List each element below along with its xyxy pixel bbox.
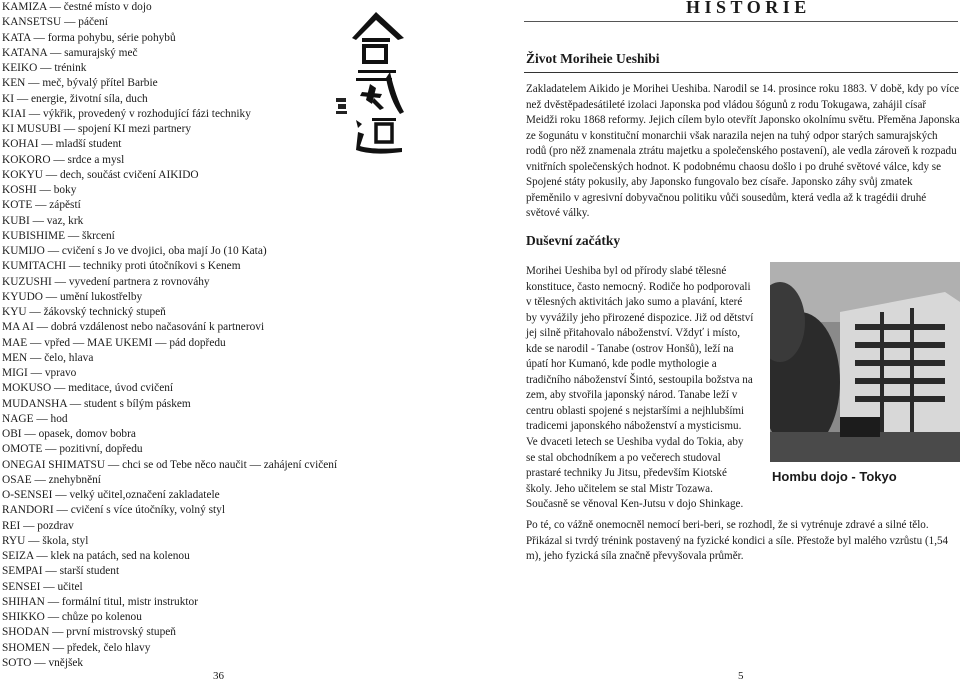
glossary-definition: první mistrovský stupeň: [66, 626, 176, 639]
glossary-term: SHODAN: [2, 626, 50, 639]
glossary-item: KOTE — zápěstí: [2, 199, 81, 212]
glossary-item: KAMIZA — čestné místo v dojo: [2, 1, 152, 13]
glossary-item: MA AI — dobrá vzdálenost nebo načasování k partnerovi: [2, 321, 265, 334]
glossary-definition: boky: [53, 184, 77, 196]
glossary-item: MEN — čelo, hlava: [2, 351, 94, 364]
glossary-term: KYU: [2, 306, 27, 318]
glossary-term: O-SENSEI: [2, 489, 53, 501]
glossary-term: KYUDO: [2, 290, 43, 303]
page-number-left: 36: [213, 670, 224, 682]
glossary-item: REI — pozdrav: [2, 519, 74, 532]
glossary-term: KOKYU: [2, 168, 43, 181]
glossary-item: KOSHI — boky: [2, 184, 77, 196]
glossary-definition: cvičení s více útočníky, volný styl: [70, 504, 225, 517]
glossary-term: KANSETSU: [2, 16, 62, 29]
glossary-definition: trénink: [54, 62, 87, 74]
glossary-definition: zápěstí: [49, 199, 81, 212]
glossary-term: SENSEI: [2, 580, 41, 593]
glossary-term: KOKORO: [2, 153, 51, 166]
glossary-term: OMOTE: [2, 443, 43, 456]
glossary-definition: vnějšek: [48, 656, 84, 669]
glossary-item: OSAE — znehybnění: [2, 473, 101, 486]
glossary-item: KI — energie, životní síla, duch: [2, 92, 148, 105]
glossary-item: SENSEI — učitel: [2, 580, 83, 593]
glossary-term: KUMITACHI: [2, 260, 66, 273]
glossary-definition: žákovský technický stupeň: [43, 306, 166, 318]
glossary-item: KUBI — vaz, krk: [2, 214, 84, 227]
paragraph-mind-2: Po té, co vážně onemocněl nemocí beri-beri, se rozhodl, že si vytrénuje zdravé a silné tělo. Přikázal si tvrdý trénink postavený na fyzické kondici a síle. Přestože byl malého vzrůstu (1,54 m), jeho fyzická síla značně převyšovala průměr.: [526, 519, 949, 563]
glossary-item: O-SENSEI — velký učitel,označení zakladatele: [2, 489, 220, 501]
glossary-item: KOKYU — dech, součást cvičení AIKIDO: [2, 168, 199, 181]
glossary-definition: cvičení s Jo ve dvojici, oba mají Jo (10 Kata): [61, 245, 267, 257]
glossary-term: SHOMEN: [2, 641, 50, 654]
glossary-definition: meč, bývalý přítel Barbie: [42, 77, 158, 90]
glossary-item: KUBISHIME — škrcení: [2, 229, 115, 242]
glossary-term: REI: [2, 519, 21, 532]
photo-caption: Hombu dojo - Tokyo: [772, 469, 897, 484]
glossary-term: SHIHAN: [2, 595, 45, 608]
glossary-definition: srdce a mysl: [67, 153, 125, 166]
glossary-term: MIGI: [2, 367, 28, 379]
glossary-term: RANDORI: [2, 504, 54, 517]
glossary-definition: klek na patách, sed na kolenou: [50, 550, 190, 562]
glossary-term: KEN: [2, 77, 26, 90]
glossary-term: RYU: [2, 534, 26, 547]
page-number-right: 5: [738, 670, 744, 682]
glossary-term: MOKUSO: [2, 382, 52, 395]
glossary-term: MEN: [2, 351, 28, 364]
glossary-item: MOKUSO — meditace, úvod cvičení: [2, 382, 174, 395]
glossary-item: SHODAN — první mistrovský stupeň: [2, 626, 176, 639]
glossary-definition: umění lukostřelby: [59, 290, 143, 303]
glossary-definition: učitel: [57, 580, 83, 593]
heading-life: Život Moriheie Ueshibi: [526, 51, 660, 66]
glossary-definition: výkřik, provedený v rozhodující fázi techniky: [42, 107, 251, 120]
glossary-definition: páčení: [78, 16, 108, 29]
glossary-list: [2, 0, 362, 671]
glossary-definition: vyvedení partnera z rovnováhy: [68, 275, 210, 288]
title-rule: [524, 21, 958, 22]
glossary-item: MIGI — vpravo: [2, 367, 77, 379]
glossary-term: SHIKKO: [2, 611, 45, 623]
glossary-definition: čelo, hlava: [44, 351, 94, 364]
glossary-term: KI: [2, 92, 14, 105]
glossary-item: SEIZA — klek na patách, sed na kolenou: [2, 550, 190, 562]
glossary-item: SHIHAN — formální titul, mistr instruktor: [2, 595, 198, 608]
glossary-definition: hod: [50, 412, 68, 425]
glossary-item: KUMIJO — cvičení s Jo ve dvojici, oba mají Jo (10 Kata): [2, 245, 267, 257]
glossary-item: MAE — vpřed — MAE UKEMI — pád dopředu: [2, 336, 226, 349]
glossary-definition: spojení KI mezi partnery: [77, 123, 192, 135]
glossary-term: KATANA: [2, 46, 48, 59]
glossary-term: MUDANSHA: [2, 397, 67, 410]
glossary-term: KIAI: [2, 107, 26, 120]
glossary-item: KOKORO — srdce a mysl: [2, 153, 125, 166]
glossary-item: KATANA — samurajský meč: [2, 46, 138, 59]
hombu-dojo-photo: [770, 262, 960, 462]
glossary-item: SHIKKO — chůze po kolenou: [2, 611, 142, 623]
glossary-definition: techniky proti útočníkovi s Kenem: [83, 260, 241, 273]
glossary-term: ONEGAI SHIMATSU: [2, 458, 106, 471]
glossary-item: KUZUSHI — vyvedení partnera z rovnováhy: [2, 275, 210, 288]
glossary-item: RYU — škola, styl: [2, 534, 89, 547]
section-title: HISTORIE: [686, 0, 811, 17]
glossary-term: KATA: [2, 31, 31, 44]
glossary-term: SEMPAI: [2, 565, 43, 578]
glossary-item: KANSETSU — páčení: [2, 16, 108, 29]
glossary-term: KUZUSHI: [2, 275, 52, 288]
glossary-item: KYUDO — umění lukostřelby: [2, 290, 143, 303]
glossary-definition: energie, životní síla, duch: [31, 92, 148, 105]
glossary-term: NAGE: [2, 412, 34, 425]
glossary-term: KI MUSUBI: [2, 123, 61, 135]
glossary-definition: dech, součást cvičení AIKIDO: [59, 168, 199, 181]
glossary-definition: student s bílým páskem: [83, 397, 191, 410]
glossary-item: KI MUSUBI — spojení KI mezi partnery: [2, 123, 192, 135]
aikido-calligraphy-logo: [332, 8, 424, 158]
glossary-definition: formální titul, mistr instruktor: [61, 595, 198, 608]
glossary-definition: opasek, domov bobra: [38, 428, 136, 440]
glossary-definition: vpravo: [44, 367, 77, 379]
glossary-term: SEIZA: [2, 550, 34, 562]
glossary-item: MUDANSHA — student s bílým páskem: [2, 397, 191, 410]
glossary-definition: pozitivní, dopředu: [59, 443, 143, 456]
glossary-definition: pozdrav: [37, 519, 74, 532]
glossary-item: KOHAI — mladší student: [2, 138, 122, 151]
glossary-term: MAE: [2, 336, 28, 349]
glossary-item: KYU — žákovský technický stupeň: [2, 306, 166, 318]
glossary-item: SOTO — vnějšek: [2, 656, 84, 669]
glossary-item: SHOMEN — předek, čelo hlavy: [2, 641, 151, 654]
glossary-term: KUBISHIME: [2, 229, 66, 242]
glossary-definition: chůze po kolenou: [61, 611, 142, 623]
glossary-definition: meditace, úvod cvičení: [68, 382, 174, 395]
glossary-term: KOTE: [2, 199, 33, 212]
heading-rule: [524, 72, 958, 73]
glossary-item: KEIKO — trénink: [2, 62, 87, 74]
glossary-definition: velký učitel,označení zakladatele: [69, 489, 220, 501]
glossary-definition: škrcení: [82, 229, 115, 242]
glossary-item: OMOTE — pozitivní, dopředu: [2, 443, 143, 456]
glossary-definition: znehybnění: [48, 473, 101, 486]
glossary-definition: dobrá vzdálenost nebo načasování k partnerovi: [50, 321, 265, 334]
glossary-definition: starší student: [59, 565, 120, 578]
glossary-item: KUMITACHI — techniky proti útočníkovi s Kenem: [2, 260, 241, 273]
glossary-term: KOHAI: [2, 138, 39, 151]
paragraph-life: Zakladatelem Aikido je Morihei Ueshiba. Narodil se 14. prosince roku 1883. V době, kdy po více než dvěstěpadesátileté izolaci Japonska pod vládou šógunů z rodu Tokugawa, zahájil císař Meidži roku 1868 reformy. Jejich cílem bylo otevřít Japonsko okolnímu světu. Přeměna Japonska ze šogunátu v konstituční monarchii však narazila nejen na tuhý odpor starých samurajských rodů (pro něž znamenala ztrátu majetku a společenského postavení), ale vedla zároveň k rozpadu vnitřních společenských hodnot. K podobnému chaosu došlo i po druhé světové válce, kdy se Spojené státy pokusily, aby Japonsko fungovalo bez císaře. Japonsko záhy svůj zmatek přeměnilo v agresivní dobyvačnou politiku vůči sousedům, která vedla až k tragédii druhé světové války.: [526, 83, 960, 220]
glossary-term: KUBI: [2, 214, 30, 227]
glossary-term: MA AI: [2, 321, 34, 334]
glossary-item: KIAI — výkřik, provedený v rozhodující fázi techniky: [2, 107, 251, 120]
glossary-term: KUMIJO: [2, 245, 45, 257]
glossary-definition: předek, čelo hlavy: [66, 641, 151, 654]
glossary-definition: chci se od Tebe něco naučit — zahájení cvičení: [122, 458, 338, 471]
glossary-item: KEN — meč, bývalý přítel Barbie: [2, 77, 158, 90]
glossary-item: SEMPAI — starší student: [2, 565, 120, 578]
paragraph-mind-1: Morihei Ueshiba byl od přírody slabé tělesné konstituce, často nemocný. Rodiče ho podporovali v tělesných aktivitách jako sumo a plavání, které by vyvážily jeho přirozené dispozice. Již od dětství jej silně přitahovalo náboženství. Vždyť i místo, kde se narodil - Tanabe (ostrov Honšů), leží na úpatí hor Kumanó, kde podle mythologie a tradičního náboženství Šintó, sestoupila božstva na zem, aby stvořila japonský národ. Tanabe leží v centru oblasti spojené s nejstaršími a nejhlubšími tradicemi japonského náboženství a mysticismu. Ve dvaceti letech se Ueshiba vydal do Tokia, aby se stal obchodníkem a po večerech studoval prastaré techniky Ju Jitsu, především Kiotské školy. Jeho učitelem se stal Mistr Tozawa. Současně se věnoval Ken-Jutsu v dojo Shinkage.: [526, 265, 754, 511]
glossary-term: KAMIZA: [2, 1, 47, 13]
glossary-item: RANDORI — cvičení s více útočníky, volný styl: [2, 504, 225, 517]
glossary-definition: mladší student: [55, 138, 122, 151]
glossary-item: OBI — opasek, domov bobra: [2, 428, 136, 440]
glossary-term: SOTO: [2, 656, 32, 669]
heading-mind: Duševní začátky: [526, 233, 621, 248]
glossary-definition: vaz, krk: [46, 214, 84, 227]
glossary-term: KOSHI: [2, 184, 37, 196]
glossary-definition: čestné místo v dojo: [63, 1, 152, 13]
glossary-term: OBI: [2, 428, 22, 440]
glossary-item: KATA — forma pohybu, série pohybů: [2, 31, 176, 44]
glossary-definition: samurajský meč: [64, 46, 138, 59]
glossary-definition: škola, styl: [42, 534, 89, 547]
glossary-term: OSAE: [2, 473, 32, 486]
glossary-definition: vpřed — MAE UKEMI — pád dopředu: [44, 336, 226, 349]
glossary-term: KEIKO: [2, 62, 38, 74]
glossary-item: NAGE — hod: [2, 412, 68, 425]
glossary-item: ONEGAI SHIMATSU — chci se od Tebe něco naučit — zahájení cvičení: [2, 458, 338, 471]
glossary-definition: forma pohybu, série pohybů: [47, 31, 176, 44]
